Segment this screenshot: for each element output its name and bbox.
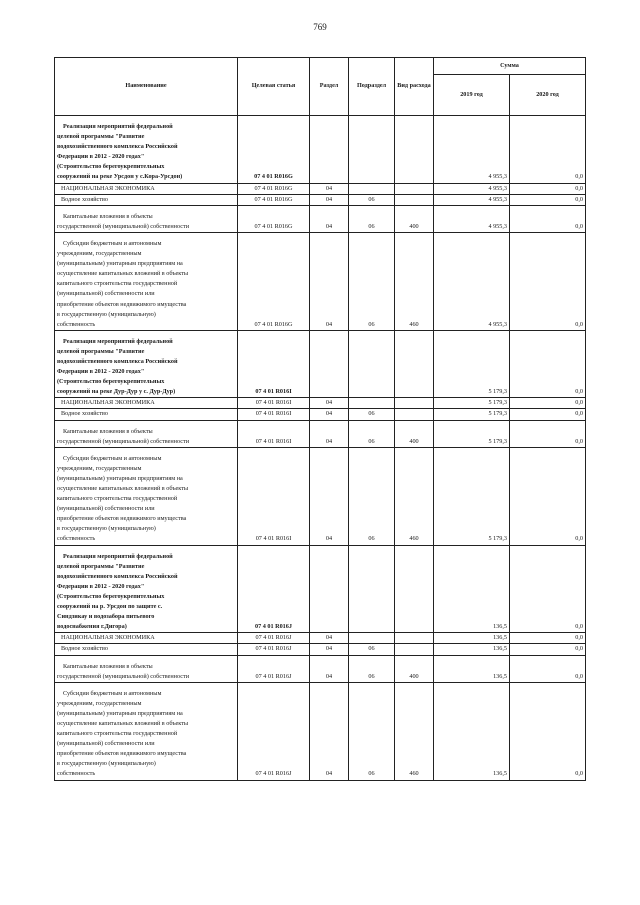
row-subsection: 06	[349, 409, 395, 420]
row-name	[55, 545, 238, 633]
row-section	[310, 116, 349, 184]
row-target: 07 4 01 R016G	[238, 183, 310, 194]
row-name	[55, 194, 238, 205]
row-name-line: водохозяйственного комплекса Российской	[57, 143, 178, 151]
row-target: 07 4 01 R016G	[238, 116, 310, 184]
row-name-line: сооружений на реке Урсдон у с.Кора-Урсдон)	[57, 173, 183, 181]
table-row	[55, 232, 586, 330]
row-sum-2020: 0,0	[510, 194, 586, 205]
row-sum-2019: 136,5	[434, 655, 510, 682]
header-section: Раздел	[310, 58, 349, 116]
table-row	[55, 633, 586, 644]
row-expense-type: 400	[395, 655, 434, 682]
row-expense-type	[395, 116, 434, 184]
row-sum-2019: 4 955,3	[434, 232, 510, 330]
row-sum-2020: 0,0	[510, 420, 586, 447]
row-section: 04	[310, 644, 349, 655]
row-expense-type: 460	[395, 232, 434, 330]
row-sum-2019: 5 179,3	[434, 398, 510, 409]
row-section: 04	[310, 447, 349, 545]
row-name-line: в государственную (муниципальную)	[57, 760, 156, 768]
table-row	[55, 682, 586, 780]
row-target: 07 4 01 R016J	[238, 633, 310, 644]
row-name-line: целевой программы "Развитие	[57, 562, 145, 570]
row-subsection: 06	[349, 420, 395, 447]
row-target: 07 4 01 R016J	[238, 545, 310, 633]
row-name-line: (муниципальным) унитарным предприятиям на	[57, 260, 183, 268]
table-header	[55, 58, 586, 116]
row-name-line: приобретение объектов недвижимого имущества	[57, 515, 187, 523]
row-sum-2020: 0,0	[510, 545, 586, 633]
row-subsection	[349, 183, 395, 194]
row-name	[55, 420, 238, 447]
row-subsection: 06	[349, 205, 395, 232]
row-name-line: Водное хозяйство	[61, 410, 108, 418]
table-row	[55, 545, 586, 633]
header-year-2020: 2020 год	[510, 75, 586, 116]
row-name-line: Синдзикау и водозабора питьевого	[57, 613, 155, 621]
row-name-line: Капитальные вложения в объекты	[63, 427, 153, 435]
row-name-line: (муниципальной) собственности или	[57, 740, 155, 748]
table-row	[55, 194, 586, 205]
row-name-line: Реализация мероприятий федеральной	[63, 337, 173, 345]
row-name-line: водохозяйственного комплекса Российской	[57, 357, 178, 365]
table-row	[55, 116, 586, 184]
row-sum-2019: 5 179,3	[434, 409, 510, 420]
row-name-line: сооружений на р. Урсдон по защите с.	[57, 603, 163, 611]
row-sum-2019: 136,5	[434, 633, 510, 644]
row-name	[55, 447, 238, 545]
row-expense-type	[395, 644, 434, 655]
row-subsection: 06	[349, 644, 395, 655]
row-expense-type: 400	[395, 420, 434, 447]
row-name-line: государственной (муниципальной) собственности	[57, 437, 190, 445]
table-row	[55, 447, 586, 545]
row-expense-type	[395, 398, 434, 409]
row-target: 07 4 01 R016I	[238, 447, 310, 545]
row-name-line: (муниципальной) собственности или	[57, 290, 155, 298]
row-name-line: осуществление капитальных вложений в объекты	[57, 270, 189, 278]
row-name-line: (муниципальным) унитарным предприятиям на	[57, 474, 183, 482]
row-name-line: Субсидии бюджетным и автономным	[63, 239, 162, 247]
row-name	[55, 183, 238, 194]
row-subsection	[349, 633, 395, 644]
row-target: 07 4 01 R016G	[238, 194, 310, 205]
row-name-line: капитального строительства государственной	[57, 495, 178, 503]
row-subsection: 06	[349, 194, 395, 205]
table-row	[55, 409, 586, 420]
row-name-line: целевой программы "Развитие	[57, 133, 145, 141]
row-sum-2020: 0,0	[510, 682, 586, 780]
row-subsection: 06	[349, 447, 395, 545]
row-section: 04	[310, 194, 349, 205]
row-name-line: Субсидии бюджетным и автономным	[63, 454, 162, 462]
row-name-line: водохозяйственного комплекса Российской	[57, 572, 178, 580]
row-target: 07 4 01 R016G	[238, 205, 310, 232]
table-row	[55, 644, 586, 655]
row-name-line: приобретение объектов недвижимого имущества	[57, 300, 187, 308]
row-section	[310, 545, 349, 633]
row-section: 04	[310, 183, 349, 194]
row-name-line: в государственную (муниципальную)	[57, 310, 156, 318]
row-name	[55, 409, 238, 420]
row-name-line: Субсидии бюджетным и автономным	[63, 689, 162, 697]
row-name-line: (Строительство берегоукрепительных	[57, 592, 165, 600]
row-sum-2020: 0,0	[510, 232, 586, 330]
table-row	[55, 183, 586, 194]
row-sum-2020: 0,0	[510, 409, 586, 420]
row-expense-type	[395, 194, 434, 205]
row-sum-2019: 136,5	[434, 682, 510, 780]
budget-table	[54, 57, 586, 781]
row-name-line: Федерации в 2012 - 2020 годах"	[57, 153, 145, 161]
row-name-line: учреждениям, государственным	[57, 464, 142, 472]
row-name	[55, 644, 238, 655]
row-sum-2020: 0,0	[510, 644, 586, 655]
row-sum-2019: 4 955,3	[434, 183, 510, 194]
header-sum: Сумма	[434, 58, 586, 75]
row-name-line: учреждениям, государственным	[57, 699, 142, 707]
row-subsection: 06	[349, 682, 395, 780]
row-target: 07 4 01 R016I	[238, 409, 310, 420]
header-subsection: Подраздел	[349, 58, 395, 116]
row-name-line: целевой программы "Развитие	[57, 347, 145, 355]
row-section: 04	[310, 409, 349, 420]
row-name-line: Федерации в 2012 - 2020 годах"	[57, 582, 145, 590]
row-name-line: собственность	[57, 535, 96, 543]
row-sum-2019: 4 955,3	[434, 116, 510, 184]
row-expense-type	[395, 330, 434, 398]
row-sum-2019: 5 179,3	[434, 420, 510, 447]
row-name-line: осуществление капитальных вложений в объекты	[57, 719, 189, 727]
row-sum-2020: 0,0	[510, 330, 586, 398]
row-sum-2020: 0,0	[510, 183, 586, 194]
row-target: 07 4 01 R016I	[238, 398, 310, 409]
row-name-line: Реализация мероприятий федеральной	[63, 552, 173, 560]
row-name-line: приобретение объектов недвижимого имущества	[57, 750, 187, 758]
row-name	[55, 398, 238, 409]
row-sum-2019: 136,5	[434, 545, 510, 633]
row-name-line: (Строительство берегоукрепительных	[57, 163, 165, 171]
row-sum-2020: 0,0	[510, 447, 586, 545]
header-target: Целевая статья	[238, 58, 310, 116]
row-section: 04	[310, 420, 349, 447]
row-section	[310, 330, 349, 398]
row-expense-type	[395, 633, 434, 644]
row-name	[55, 655, 238, 682]
row-sum-2020: 0,0	[510, 398, 586, 409]
table-row	[55, 398, 586, 409]
row-name	[55, 682, 238, 780]
row-name-line: НАЦИОНАЛЬНАЯ ЭКОНОМИКА	[61, 399, 155, 407]
row-target: 07 4 01 R016G	[238, 232, 310, 330]
row-subsection	[349, 116, 395, 184]
row-name	[55, 633, 238, 644]
row-section: 04	[310, 655, 349, 682]
row-name-line: сооружений на реке Дур-Дур у с. Дур-Дур)	[57, 388, 176, 396]
row-expense-type: 460	[395, 682, 434, 780]
row-name	[55, 232, 238, 330]
row-sum-2020: 0,0	[510, 116, 586, 184]
row-name-line: осуществление капитальных вложений в объекты	[57, 485, 189, 492]
row-name-line: капитального строительства государственной	[57, 730, 178, 738]
row-target: 07 4 01 R016J	[238, 655, 310, 682]
row-name-line: Капитальные вложения в объекты	[63, 662, 153, 670]
row-sum-2019: 4 955,3	[434, 194, 510, 205]
row-sum-2020: 0,0	[510, 633, 586, 644]
row-name-line: собственность	[57, 320, 96, 328]
header-name: Наименование	[55, 58, 238, 116]
row-section: 04	[310, 633, 349, 644]
row-name-line: НАЦИОНАЛЬНАЯ ЭКОНОМИКА	[61, 634, 155, 642]
row-name	[55, 205, 238, 232]
row-subsection: 06	[349, 232, 395, 330]
row-target: 07 4 01 R016J	[238, 644, 310, 655]
row-name-line: Федерации в 2012 - 2020 годах"	[57, 368, 145, 376]
row-subsection	[349, 330, 395, 398]
row-expense-type	[395, 409, 434, 420]
row-target: 07 4 01 R016I	[238, 420, 310, 447]
row-name-line: Водное хозяйство	[61, 645, 108, 653]
row-name-line: (муниципальным) унитарным предприятиям на	[57, 709, 183, 717]
header-year-2019: 2019 год	[434, 75, 510, 116]
row-name-line: Водное хозяйство	[61, 195, 108, 203]
table-body	[55, 116, 586, 781]
table-row	[55, 420, 586, 447]
row-name-line: (муниципальной) собственности или	[57, 505, 155, 513]
row-expense-type: 460	[395, 447, 434, 545]
row-section: 04	[310, 398, 349, 409]
table-row	[55, 655, 586, 682]
row-name-line: государственной (муниципальной) собственности	[57, 672, 190, 680]
row-subsection: 06	[349, 655, 395, 682]
row-name-line: капитального строительства государственной	[57, 280, 178, 288]
row-sum-2020: 0,0	[510, 655, 586, 682]
row-name-line: собственность	[57, 770, 96, 778]
row-name-line: НАЦИОНАЛЬНАЯ ЭКОНОМИКА	[61, 184, 155, 192]
row-section: 04	[310, 232, 349, 330]
table-row	[55, 330, 586, 398]
row-sum-2019: 5 179,3	[434, 447, 510, 545]
row-sum-2020: 0,0	[510, 205, 586, 232]
row-name	[55, 116, 238, 184]
row-name-line: (Строительство берегоукрепительных	[57, 378, 165, 386]
row-name-line: Капитальные вложения в объекты	[63, 212, 153, 220]
row-expense-type	[395, 545, 434, 633]
header-expense-type: Вид расхода	[395, 58, 434, 116]
page-number: 769	[313, 22, 327, 32]
table-row	[55, 205, 586, 232]
row-name	[55, 330, 238, 398]
row-sum-2019: 5 179,3	[434, 330, 510, 398]
row-expense-type: 400	[395, 205, 434, 232]
row-target: 07 4 01 R016I	[238, 330, 310, 398]
row-name-line: Реализация мероприятий федеральной	[63, 123, 173, 130]
row-name-line: учреждениям, государственным	[57, 250, 142, 258]
row-section: 04	[310, 682, 349, 780]
row-target: 07 4 01 R016J	[238, 682, 310, 780]
row-section: 04	[310, 205, 349, 232]
row-name-line: государственной (муниципальной) собственности	[57, 222, 190, 230]
row-subsection	[349, 545, 395, 633]
row-sum-2019: 4 955,3	[434, 205, 510, 232]
row-expense-type	[395, 183, 434, 194]
row-name-line: в государственную (муниципальную)	[57, 525, 156, 533]
row-sum-2019: 136,5	[434, 644, 510, 655]
row-name-line: водоснабжения г.Дигора)	[57, 623, 127, 631]
row-subsection	[349, 398, 395, 409]
